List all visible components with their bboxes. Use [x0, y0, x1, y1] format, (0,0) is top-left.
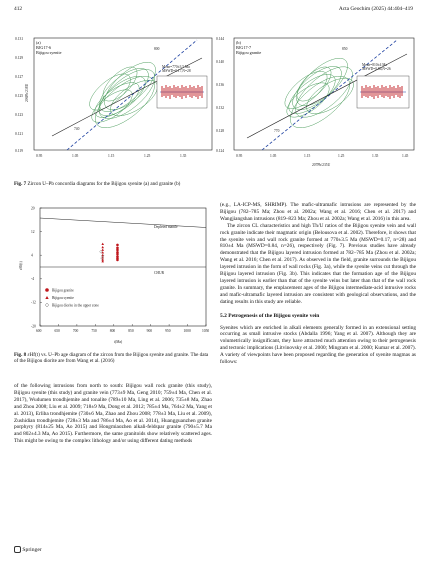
- fig8-ytick-label: -20: [31, 324, 36, 329]
- springer-logo-text: Springer: [22, 546, 42, 553]
- fig8-xtick-label: 600: [36, 329, 42, 333]
- fig8-xtick-label: 950: [165, 329, 171, 333]
- fig7b-xtick: 1.45: [402, 154, 409, 158]
- legend-granite-label: Bijigou granite: [52, 288, 74, 293]
- fig7b-xtick: 1.35: [372, 154, 379, 158]
- springer-horse-icon: [14, 546, 21, 553]
- fig7-caption: [14, 181, 414, 187]
- fig7a-ytick: 0.121: [15, 132, 24, 136]
- fig7a-ytick: 0.119: [15, 149, 23, 153]
- fig8-point-syenite: [101, 243, 104, 245]
- fig8-xtick-label: 750: [91, 329, 97, 333]
- fig7b-xtick: 1.05: [270, 154, 277, 158]
- fig7b-ytick: 0.136: [216, 83, 225, 87]
- running-header: Acta Geochim (2025) 44:404–419: [338, 6, 413, 12]
- fig8-caption-text: εHf(t) vs. U–Pb age diagram of the zircon from the Bijigou syenite and granite. The data of the Bijigou diorite are from Wang et al. (2016): [14, 352, 209, 365]
- fig7b-xtick: 1.15: [304, 154, 311, 158]
- fig8-caption-label: Fig. 8: [14, 352, 27, 358]
- legend-diorite-marker: [45, 303, 49, 307]
- fig7b-ytick: 0.132: [216, 106, 225, 110]
- fig7b-ytick: 0.128: [216, 129, 225, 133]
- springer-logo: [14, 546, 42, 553]
- fig8-ylabel: εHf(t): [19, 261, 23, 270]
- fig7b-xtick: 1.25: [338, 154, 345, 158]
- section-heading: 5.2 Petrogenesis of the Bijigou syenite vein: [220, 312, 320, 319]
- fig7a-yticks: [15, 37, 23, 153]
- right-paragraph-2: The zircon CL characteristics and high Th/U ratios of the Bijigou syenite vein and wall rock granite indicate their magmatic origin (Belousova et al. 2002). Therefore, it shows that the syenite vein and wall rock granite formed at 770±3.5 Ma (MSWD=0.17, n=28) and 810±4 Ma (MSWD=0.84, n=26), respectively (Fig. 7). Previous studies have already demonstrated that the Bijigou layered intrusion formed at 782–785 Ma (Zhou et al. 2002a; Wang et al. 2016; Chen et al. 2017). As observed in the field, granite surrounds the Bijigou layered intrusion in the form of wall rocks (Fig. 3a), while the syenite veins cut through the Bijigou layered intrusion (Fig. 3b). This indicates that the formation age of the Bijigou layered intrusion is earlier than that of the syenite veins but later than that of the wall rock granite. In summary, the emplacement ages of the Bijigou intermediate-acid intrusive rocks and mafic-ultramafic layered intrusion are consistent with geological observations, and the dating results in this study are reliable.: [220, 222, 416, 305]
- fig7-caption-text: Zircon U–Pb concordia diagrams for the Bijigou syenite (a) and granite (b): [27, 181, 181, 187]
- fig8-ytick-label: 4: [31, 253, 33, 258]
- fig7b-sample: BJG17-7: [236, 45, 252, 50]
- fig8-xtick-label: 800: [109, 329, 116, 333]
- fig8-chur-label: CHUR: [154, 271, 164, 275]
- fig8-point-syenite: [101, 248, 104, 250]
- fig7a-mean: Mean=770±3.5 Ma: [162, 65, 190, 69]
- fig8-xtick-label: 850: [128, 329, 134, 333]
- fig7a-xtick: 0.95: [36, 154, 43, 158]
- fig7a-inset: [157, 76, 207, 108]
- right-paragraph-1: (e.g., LA-ICP-MS, SHRIMP). The mafic-ultramafic intrusions are represented by the Bijigou (782–785 Ma; Zhou et al. 2002a; Wang et al. 2016; Chen et al. 2017) and Wangjiangshan intrusions (819–823 Ma; Zhou et al. 2002a; Wang et al. 2016) in this area.: [220, 202, 416, 222]
- fig8-point-granite: [116, 244, 119, 247]
- fig8-point-granite: [116, 259, 119, 262]
- fig7b-inset: [357, 76, 409, 108]
- fig8-depleted-mantle-line: [40, 218, 206, 227]
- fig7a-xtick: 1.15: [108, 154, 115, 158]
- fig7a-xtick: 1.25: [144, 154, 151, 158]
- fig7a-ytick: 0.131: [15, 37, 24, 41]
- right-paragraph-3: Syenites which are enriched in alkali elements generally formed in an extensional setting occurring as small intrusive stocks (Abdalla 1996; Yang et al. 2007). Although they are volumetrically insignificant, they have attracted much attention owing to their petrogenesis and tectonic implications (Litvinovsky et al. 2000; Mingram et al. 2000; Kumar et al. 2007). A variety of viewpoints have been proposed regarding the generation of syenite magmas as follows:: [220, 324, 416, 366]
- fig7-caption-label: Fig. 7: [14, 181, 27, 187]
- page-number: 412: [14, 6, 23, 12]
- fig7b-mean: Mean=810±4 Ma: [362, 63, 388, 67]
- left-column-paragraph: of the following intrusions from north to south: Bijigou wall rock granite (this study), Bijigou syenite (this study) and granite vein (773±9 Ma, Geng 2010; 759±4 Ma, Chen et al. 2017), Wudumen trondhjemite and tonalite (789±10 Ma, Ling et al. 2006; 735±8 Ma, Zhao and Zhou 2008; Liu et al. 2009; 718±9 Ma, Dong et al. 2012; 785±4 Ma, 764±2 Ma, Yang et al. 2013), Erliba trondhjemite (730±6 Ma, Zhao and Zhou 2008; 778±3 Ma, Liu et al. 2009), Zushidian trondhjemite (728±3 Ma and 786±4 Ma, Ao et al. 2014), Huangguanzhen granite porphyry (814±25 Ma, Ao 2015) and Hongmiaozhen alkali-feldspar granite (790±5.7 Ma and 802±4.3 Ma, Ao 2015). Furthermore, the same granitoids show relatively scattered ages. This might be owing to the complex lithology and/or using different dating methods: [14, 383, 212, 445]
- fig7a-ylabel: 206Pb/238U: [25, 83, 29, 102]
- fig8-xtick-label: 1000: [183, 329, 191, 333]
- fig7a-ytick: 0.125: [15, 94, 24, 98]
- fig7a-xtick: 1.05: [72, 154, 79, 158]
- fig8-point-granite: [116, 249, 119, 252]
- fig7b-age-low: 770: [274, 129, 280, 133]
- fig7b-xticks: [236, 154, 408, 158]
- fig7b-ytick: 0.140: [216, 60, 225, 64]
- legend-granite-marker: [45, 288, 49, 292]
- fig7b-ytick: 0.124: [216, 149, 225, 153]
- fig8-xlabel: t(Ma): [114, 340, 123, 344]
- fig8-ytick-label: 12: [31, 229, 35, 234]
- fig7b-yticks: [216, 37, 224, 153]
- figure-7: [12, 26, 422, 176]
- legend-syenite-marker: [45, 296, 48, 299]
- fig8-xtick-label: 900: [146, 329, 153, 333]
- fig8-caption: [14, 352, 212, 364]
- fig7b-xtick: 0.95: [236, 154, 243, 158]
- fig7a-sample: BJG17-6: [36, 45, 52, 50]
- fig7-xlabel: 207Pb/235U: [312, 163, 331, 167]
- fig7a-label: (a): [36, 40, 41, 45]
- fig8-xtick-label: 650: [54, 329, 60, 333]
- figure-8-chart: [14, 200, 212, 348]
- fig8-xtick-label: 1050: [202, 329, 210, 333]
- fig7-panel-b: [216, 37, 414, 167]
- fig7-panel-a: [15, 37, 212, 158]
- fig7b-age-high: 850: [342, 47, 348, 51]
- fig7a-rock: Bijigou syenite: [36, 50, 62, 55]
- fig7b-mswd: MSWD=0.84,N=26: [362, 67, 391, 71]
- fig7a-xticks: [36, 154, 186, 158]
- fig8-ytick-label: -4: [31, 277, 34, 282]
- right-column: [220, 202, 416, 366]
- fig7a-age-high: 800: [154, 47, 160, 51]
- fig7a-ytick: 0.123: [15, 113, 24, 117]
- fig7a-mswd: MSWD=0.17,N=28: [162, 69, 191, 73]
- fig8-point-granite: [116, 253, 119, 256]
- fig7a-age-low: 740: [74, 127, 80, 131]
- legend-syenite-label: Bijigou syenite: [52, 296, 74, 300]
- fig8-ytick-label: -12: [31, 300, 36, 305]
- fig8-ytick-label: 20: [31, 206, 35, 211]
- fig7b-ytick: 0.144: [216, 37, 225, 41]
- fig7b-rock: Bijigou granite: [236, 50, 262, 55]
- fig8-depleted-mantle-label: Depleted mantle: [154, 225, 178, 229]
- fig8-point-syenite: [101, 246, 104, 248]
- legend-diorite-label: Bijigou diorite in the upper zone: [52, 303, 99, 308]
- fig7b-label: (b): [236, 40, 241, 45]
- fig7a-xtick: 1.35: [180, 154, 187, 158]
- fig8-xtick-label: 700: [72, 329, 79, 333]
- fig8-legend: [45, 288, 99, 307]
- fig7a-ytick: 0.127: [15, 75, 24, 79]
- fig7a-ytick: 0.129: [15, 56, 24, 60]
